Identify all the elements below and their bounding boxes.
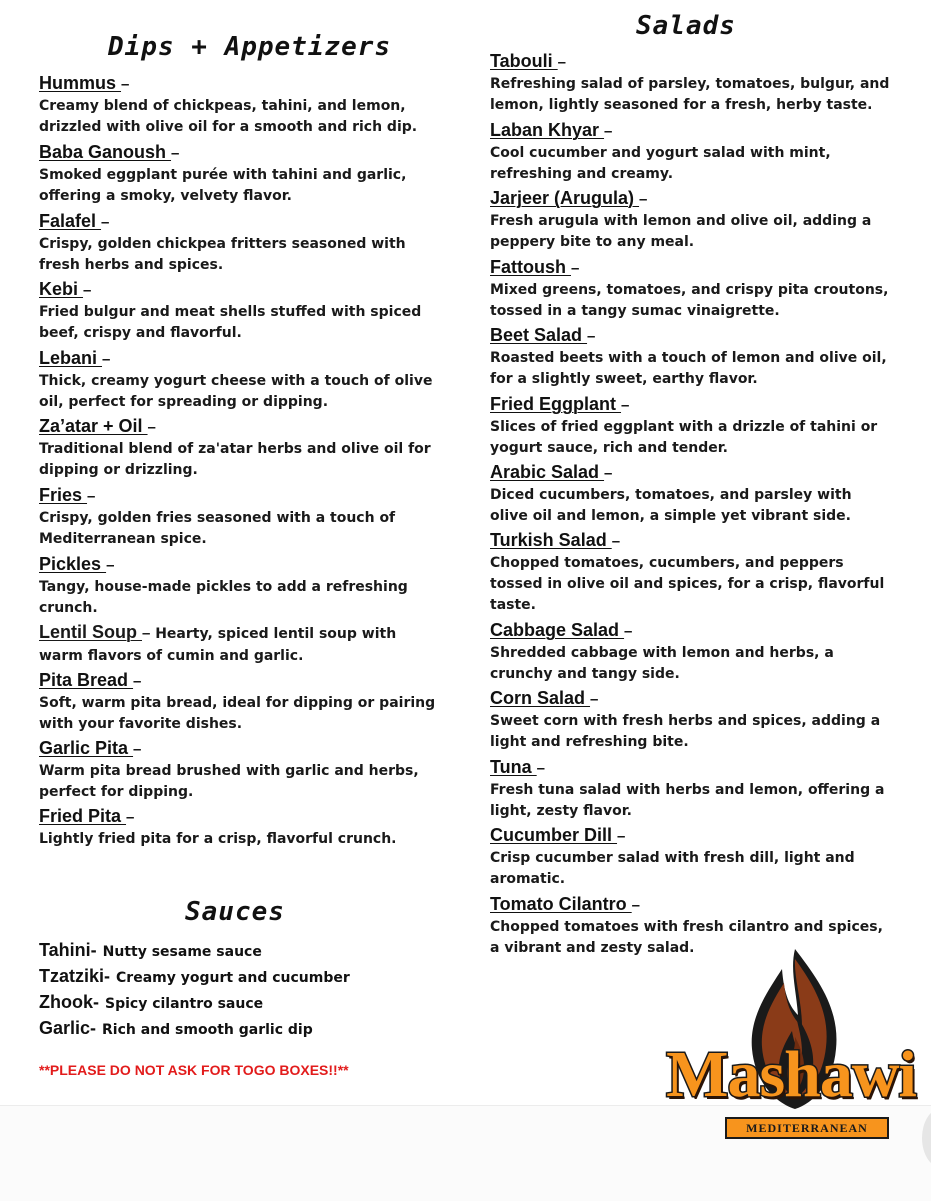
item-name: Hummus xyxy=(39,73,122,93)
sauce-name: Garlic- xyxy=(39,1018,97,1038)
item-name: Fries xyxy=(39,485,88,505)
menu-item xyxy=(39,669,439,737)
menu-item xyxy=(490,256,890,324)
item-desc: Refreshing salad of parsley, tomatoes, bulgur, and lemon, lightly seasoned for a fresh, herby taste. xyxy=(490,76,890,113)
appetizers-list xyxy=(39,72,439,853)
appetizers-heading: Dips + Appetizers xyxy=(108,32,392,62)
item-dash: – xyxy=(147,419,156,436)
menu-item xyxy=(39,553,439,621)
item-name: Baba Ganoush xyxy=(39,142,172,162)
item-desc: Traditional blend of za'atar herbs and olive oil for dipping or drizzling. xyxy=(39,441,431,478)
item-dash: – xyxy=(106,557,115,574)
item-desc: Slices of fried eggplant with a drizzle of tahini or yogurt sauce, rich and tender. xyxy=(490,419,878,456)
item-desc: Diced cucumbers, tomatoes, and parsley with olive oil and lemon, a simple yet vibrant side. xyxy=(490,487,852,524)
menu-item xyxy=(490,324,890,393)
item-desc: Crispy, golden chickpea fritters seasoned with fresh herbs and spices. xyxy=(39,236,406,273)
item-dash: – xyxy=(102,351,111,368)
item-dash: – xyxy=(121,76,130,93)
item-dash: – xyxy=(604,123,613,140)
sauce-desc: Spicy cilantro sauce xyxy=(105,996,264,1012)
item-desc: Fresh arugula with lemon and olive oil, adding a peppery bite to any meal. xyxy=(490,213,872,250)
item-name: Lebani xyxy=(39,348,103,368)
salads-list xyxy=(490,50,890,961)
item-desc: Mixed greens, tomatoes, and crispy pita croutons, tossed in a tangy sumac vinaigrette. xyxy=(490,282,889,319)
salads-heading: Salads xyxy=(636,11,736,41)
item-desc: Crisp cucumber salad with fresh dill, light and aromatic. xyxy=(490,850,855,887)
item-desc: Fresh tuna salad with herbs and lemon, offering a light, zesty flavor. xyxy=(490,782,885,819)
item-dash: – xyxy=(604,465,613,482)
item-name: Falafel xyxy=(39,211,102,231)
sauce-desc: Creamy yogurt and cucumber xyxy=(116,970,350,986)
sauces-heading: Sauces xyxy=(185,897,285,927)
menu-item xyxy=(490,461,890,529)
item-desc: Hearty, spiced lentil soup with warm flavors of cumin and garlic. xyxy=(39,626,397,664)
item-name: Beet Salad xyxy=(490,325,588,345)
item-dash: – xyxy=(621,397,630,414)
menu-item xyxy=(39,805,439,853)
menu-item xyxy=(490,119,890,187)
item-name: Fried Pita xyxy=(39,806,127,826)
sauce-item xyxy=(39,937,459,963)
item-name: Tomato Cilantro xyxy=(490,894,632,914)
item-name: Arabic Salad xyxy=(490,462,605,482)
item-desc: Crispy, golden fries seasoned with a touch of Mediterranean spice. xyxy=(39,510,396,547)
item-desc: Creamy blend of chickpeas, tahini, and lemon, drizzled with olive oil for a smooth and rich dip. xyxy=(39,98,418,135)
item-name: Turkish Salad xyxy=(490,530,612,550)
item-desc: Roasted beets with a touch of lemon and olive oil, for a slightly sweet, earthy flavor. xyxy=(490,350,887,387)
item-name: Cucumber Dill xyxy=(490,825,618,845)
item-dash: – xyxy=(142,625,151,642)
sauce-name: Tzatziki- xyxy=(39,966,111,986)
item-desc: Thick, creamy yogurt cheese with a touch of olive oil, perfect for spreading or dipping. xyxy=(39,373,433,410)
menu-item xyxy=(39,621,439,669)
menu-item xyxy=(490,187,890,256)
menu-item xyxy=(39,415,439,484)
item-dash: – xyxy=(624,623,633,640)
togo-notice: **PLEASE DO NOT ASK FOR TOGO BOXES!!** xyxy=(39,1062,349,1078)
item-desc: Soft, warm pita bread, ideal for dipping or pairing with your favorite dishes. xyxy=(39,695,436,732)
item-name: Fattoush xyxy=(490,257,571,277)
sauce-item xyxy=(39,963,459,989)
item-desc: Shredded cabbage with lemon and herbs, a crunchy and tangy side. xyxy=(490,645,834,682)
item-name: Lentil Soup xyxy=(39,622,142,642)
item-dash: – xyxy=(83,282,92,299)
item-desc: Fried bulgur and meat shells stuffed with spiced beef, crispy and flavorful. xyxy=(39,304,422,341)
logo-subtitle: MEDITERRANEAN xyxy=(725,1117,889,1139)
sauce-name: Zhook- xyxy=(39,992,99,1012)
menu-item xyxy=(490,756,890,824)
item-desc: Sweet corn with fresh herbs and spices, adding a light and refreshing bite. xyxy=(490,713,881,750)
item-desc: Lightly fried pita for a crisp, flavorful crunch. xyxy=(39,831,397,847)
item-dash: – xyxy=(587,328,596,345)
item-name: Corn Salad xyxy=(490,688,591,708)
menu-item xyxy=(39,278,439,347)
item-desc: Cool cucumber and yogurt salad with mint, refreshing and creamy. xyxy=(490,145,831,182)
item-name: Cabbage Salad xyxy=(490,620,625,640)
item-name: Kebi xyxy=(39,279,84,299)
logo-wordmark: Mashawi xyxy=(666,1038,916,1111)
menu-item xyxy=(39,347,439,415)
item-dash: – xyxy=(133,741,142,758)
sauce-item xyxy=(39,989,459,1015)
item-name: Tabouli xyxy=(490,51,558,71)
sauces-list xyxy=(39,937,459,1041)
mashawi-logo xyxy=(650,945,931,1185)
menu-item xyxy=(490,529,890,619)
item-dash: – xyxy=(133,673,142,690)
menu-item xyxy=(39,737,439,805)
item-dash: – xyxy=(557,54,567,71)
item-dash: – xyxy=(101,214,110,231)
menu-item xyxy=(39,484,439,553)
item-desc: Smoked eggplant purée with tahini and garlic, offering a smoky, velvety flavor. xyxy=(39,167,407,204)
menu-item xyxy=(490,619,890,687)
sauce-desc: Nutty sesame sauce xyxy=(102,944,262,960)
item-name: Pickles xyxy=(39,554,107,574)
menu-item xyxy=(39,72,439,141)
sauce-item xyxy=(39,1015,459,1041)
item-name: Garlic Pita xyxy=(39,738,134,758)
sauce-name: Tahini- xyxy=(39,940,97,960)
menu-item xyxy=(39,141,439,210)
item-dash: – xyxy=(590,691,599,708)
item-dash: – xyxy=(611,533,621,550)
sauce-desc: Rich and smooth garlic dip xyxy=(102,1022,313,1038)
item-dash: – xyxy=(617,828,626,845)
menu-item xyxy=(490,687,890,756)
item-desc: Tangy, house-made pickles to add a refreshing crunch. xyxy=(39,579,408,616)
item-name: Jarjeer (Arugula) xyxy=(490,188,640,208)
item-desc: Chopped tomatoes, cucumbers, and peppers tossed in olive oil and spices, for a crisp, flavorful taste. xyxy=(490,555,885,613)
item-name: Fried Eggplant xyxy=(490,394,622,414)
item-dash: – xyxy=(171,145,180,162)
item-dash: – xyxy=(571,260,580,277)
item-dash: – xyxy=(87,488,96,505)
item-dash: – xyxy=(639,191,648,208)
menu-item xyxy=(39,210,439,278)
item-name: Laban Khyar xyxy=(490,120,605,140)
item-name: Za’atar + Oil xyxy=(39,416,148,436)
menu-item xyxy=(490,50,890,119)
item-name: Pita Bread xyxy=(39,670,134,690)
item-desc: Chopped tomatoes with fresh cilantro and spices, a vibrant and zesty salad. xyxy=(490,919,883,956)
item-dash: – xyxy=(536,760,546,777)
item-dash: – xyxy=(126,809,135,826)
menu-item xyxy=(490,824,890,893)
item-dash: – xyxy=(631,897,641,914)
item-name: Tuna xyxy=(490,757,537,777)
item-desc: Warm pita bread brushed with garlic and herbs, perfect for dipping. xyxy=(39,763,419,800)
menu-item xyxy=(490,393,890,461)
